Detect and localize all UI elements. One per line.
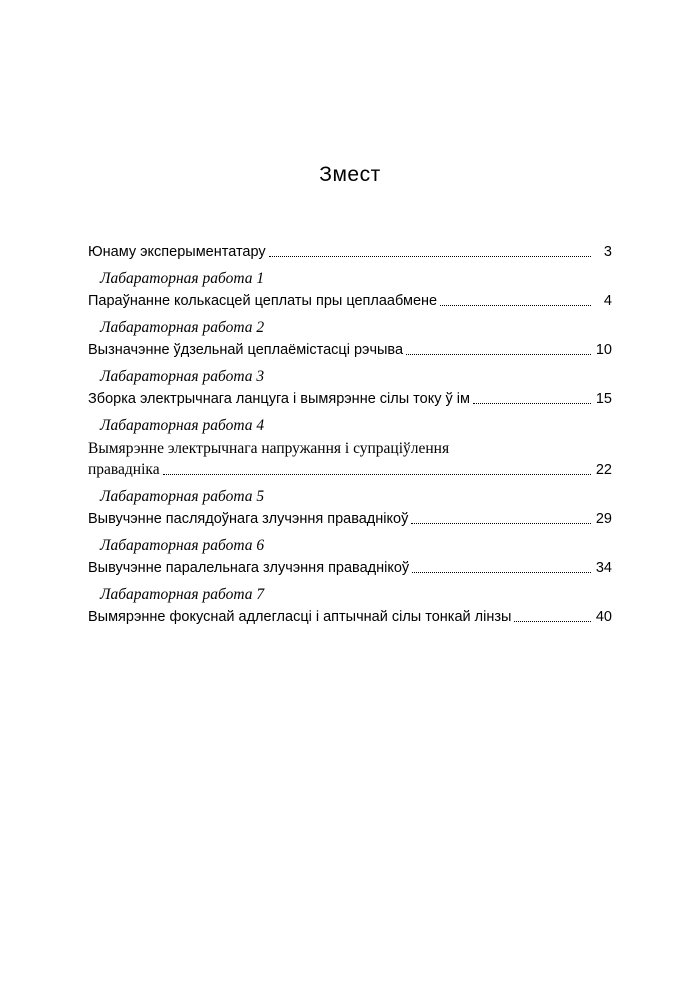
toc-entry-page: 22 xyxy=(595,462,612,479)
toc-group-heading: Лабараторная работа 5 xyxy=(100,488,265,506)
dot-leader xyxy=(406,353,591,355)
toc-group-heading: Лабараторная работа 3 xyxy=(100,367,265,385)
list-item[interactable] xyxy=(88,389,612,409)
toc-entry-title: Вызначэнне ўдзельнай цеплаёмістасці рэчыва xyxy=(88,341,404,358)
toc-entry-page: 3 xyxy=(603,244,612,260)
toc-entry-page: 15 xyxy=(595,390,612,407)
toc-entry-page: 29 xyxy=(595,511,612,528)
toc-group-heading: Лабараторная работа 6 xyxy=(100,537,265,555)
toc-group xyxy=(88,536,612,578)
toc-entry-title xyxy=(88,558,409,578)
toc-entry-page: 40 xyxy=(595,609,612,626)
table-of-contents xyxy=(88,242,612,627)
toc-group xyxy=(88,416,612,481)
toc-group xyxy=(88,242,612,262)
dot-leader xyxy=(412,571,591,573)
toc-group xyxy=(88,487,612,529)
toc-entry-page: 4 xyxy=(603,292,612,309)
toc-entry-page: 10 xyxy=(595,341,612,358)
list-item[interactable] xyxy=(88,607,612,627)
dot-leader xyxy=(473,402,591,404)
toc-entry-title: Вымярэнне электрычнага напружання і супраціўлення xyxy=(88,439,450,457)
toc-entry-title-cont: правадніка xyxy=(88,461,160,479)
toc-entry-title-tail: ў xyxy=(401,511,409,528)
toc-entry-title-tail: ў xyxy=(401,560,410,577)
list-item[interactable] xyxy=(88,340,612,360)
list-item[interactable] xyxy=(88,558,612,578)
list-item[interactable] xyxy=(88,291,612,311)
toc-entry-title xyxy=(88,509,408,529)
toc-entry-title-text: Вывучэнне паслядоўнага злучэння правадніко xyxy=(88,511,402,528)
toc-entry-title: Параўнанне колькасцей цеплаты пры цеплаабмене xyxy=(88,292,438,309)
toc-group-heading: Лабараторная работа 1 xyxy=(100,270,265,287)
dot-leader xyxy=(269,255,591,257)
list-item[interactable] xyxy=(88,438,612,481)
list-item[interactable] xyxy=(88,509,612,529)
toc-group-heading: Лабараторная работа 2 xyxy=(100,318,265,336)
toc-entry-page: 34 xyxy=(595,560,612,577)
toc-entry-title: Вымярэнне фокуснай адлегласці і аптычнай сілы тонкай лінзы xyxy=(88,609,512,626)
toc-group xyxy=(88,367,612,409)
dot-leader xyxy=(411,522,591,524)
list-item[interactable] xyxy=(88,242,612,262)
dot-leader xyxy=(163,473,591,475)
toc-entry-title: Зборка электрычнага ланцуга і вымярэнне сілы току ў ім xyxy=(88,390,470,407)
toc-group-heading: Лабараторная работа 7 xyxy=(100,586,265,604)
toc-entry-title-text: Вывучэнне паралельнага злучэння правадніко xyxy=(88,560,402,577)
page-title: Змест xyxy=(319,163,381,186)
toc-group xyxy=(88,318,612,360)
toc-group xyxy=(88,585,612,627)
dot-leader xyxy=(514,620,591,622)
toc-entry-title: Юнаму эксперыментатару xyxy=(88,244,266,260)
toc-group-heading: Лабараторная работа 4 xyxy=(100,416,265,434)
toc-group xyxy=(88,269,612,311)
dot-leader xyxy=(440,304,591,306)
